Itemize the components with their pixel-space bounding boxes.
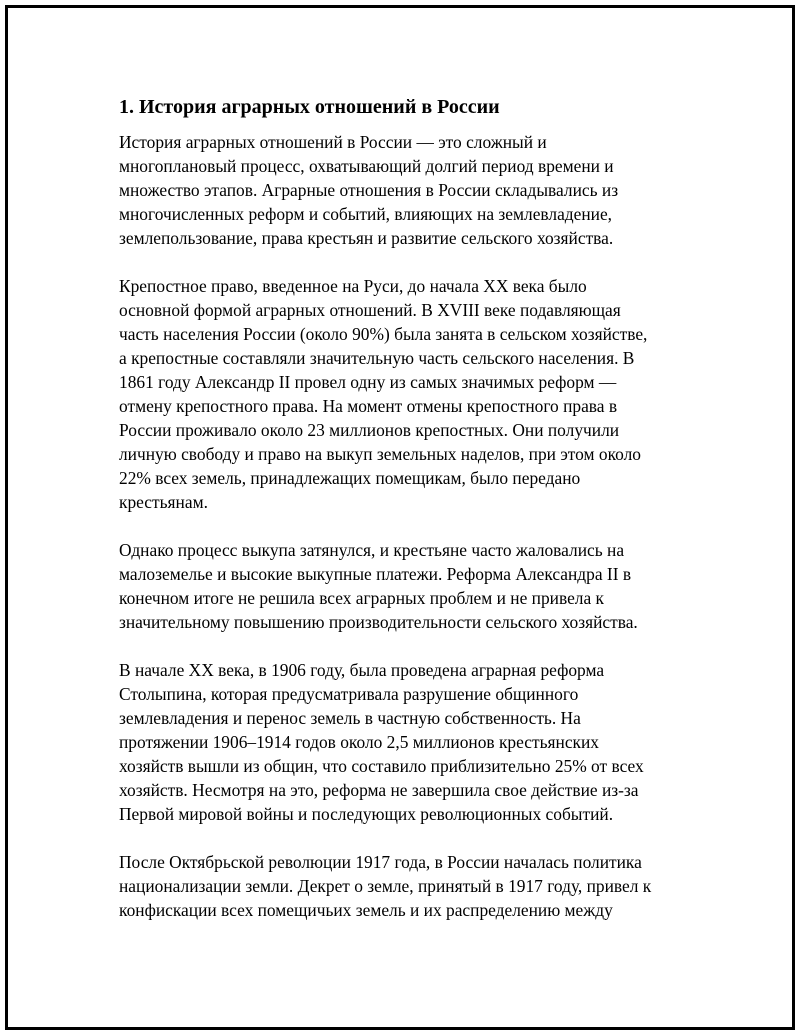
- section-heading: 1. История аграрных отношений в России: [119, 96, 500, 118]
- text-line: 22% всех земель, принадлежащих помещикам, было передано: [119, 468, 581, 488]
- text-line: крестьянам.: [119, 492, 208, 512]
- document-body: [119, 94, 699, 946]
- text-line: В начале XX века, в 1906 году, была проведена аграрная реформа: [119, 660, 605, 680]
- paragraph-3: [119, 538, 699, 634]
- text-line: множество этапов. Аграрные отношения в России складывались из: [119, 180, 619, 200]
- text-line: а крепостные составляли значительную часть сельского населения. В: [119, 348, 635, 368]
- text-line: После Октябрьской революции 1917 года, в России началась политика: [119, 852, 642, 872]
- text-line: землепользование, права крестьян и развитие сельского хозяйства.: [119, 228, 614, 248]
- text-line: хозяйств вышли из общин, что составило приблизительно 25% от всех: [119, 756, 644, 776]
- text-line: часть населения России (около 90%) была занята в сельском хозяйстве,: [119, 324, 648, 344]
- text-line: хозяйств. Несмотря на это, реформа не завершила свое действие из-за: [119, 780, 639, 800]
- text-line: 1861 году Александр II провел одну из самых значимых реформ —: [119, 372, 617, 392]
- text-line: значительному повышению производительности сельского хозяйства.: [119, 612, 638, 632]
- text-line: многочисленных реформ и событий, влияющих на землевладение,: [119, 204, 613, 224]
- text-line: Столыпина, которая предусматривала разрушение общинного: [119, 684, 579, 704]
- text-line: протяжении 1906–1914 годов около 2,5 миллионов крестьянских: [119, 732, 599, 752]
- text-line: личную свободу и право на выкуп земельных наделов, при этом около: [119, 444, 641, 464]
- paragraph-1: [119, 130, 699, 250]
- paragraph-5: [119, 850, 699, 922]
- text-line: малоземелье и высокие выкупные платежи. Реформа Александра II в: [119, 564, 632, 584]
- text-line: основной формой аграрных отношений. В XVIII веке подавляющая: [119, 300, 621, 320]
- text-line: многоплановый процесс, охватывающий долгий период времени и: [119, 156, 614, 176]
- text-line: конфискации всех помещичьих земель и их распределению между: [119, 900, 613, 920]
- text-line: История аграрных отношений в России — это сложный и: [119, 132, 547, 152]
- text-line: землевладения и перенос земель в частную собственность. На: [119, 708, 581, 728]
- text-line: Крепостное право, введенное на Руси, до начала XX века было: [119, 276, 587, 296]
- text-line: Однако процесс выкупа затянулся, и крестьяне часто жаловались на: [119, 540, 625, 560]
- text-line: национализации земли. Декрет о земле, принятый в 1917 году, привел к: [119, 876, 652, 896]
- text-line: России проживало около 23 миллионов крепостных. Они получили: [119, 420, 620, 440]
- paragraph-2: [119, 274, 699, 514]
- paragraph-4: [119, 658, 699, 826]
- text-line: Первой мировой войны и последующих революционных событий.: [119, 804, 614, 824]
- text-line: конечном итоге не решила всех аграрных проблем и не привела к: [119, 588, 604, 608]
- text-line: отмену крепостного права. На момент отмены крепостного права в: [119, 396, 618, 416]
